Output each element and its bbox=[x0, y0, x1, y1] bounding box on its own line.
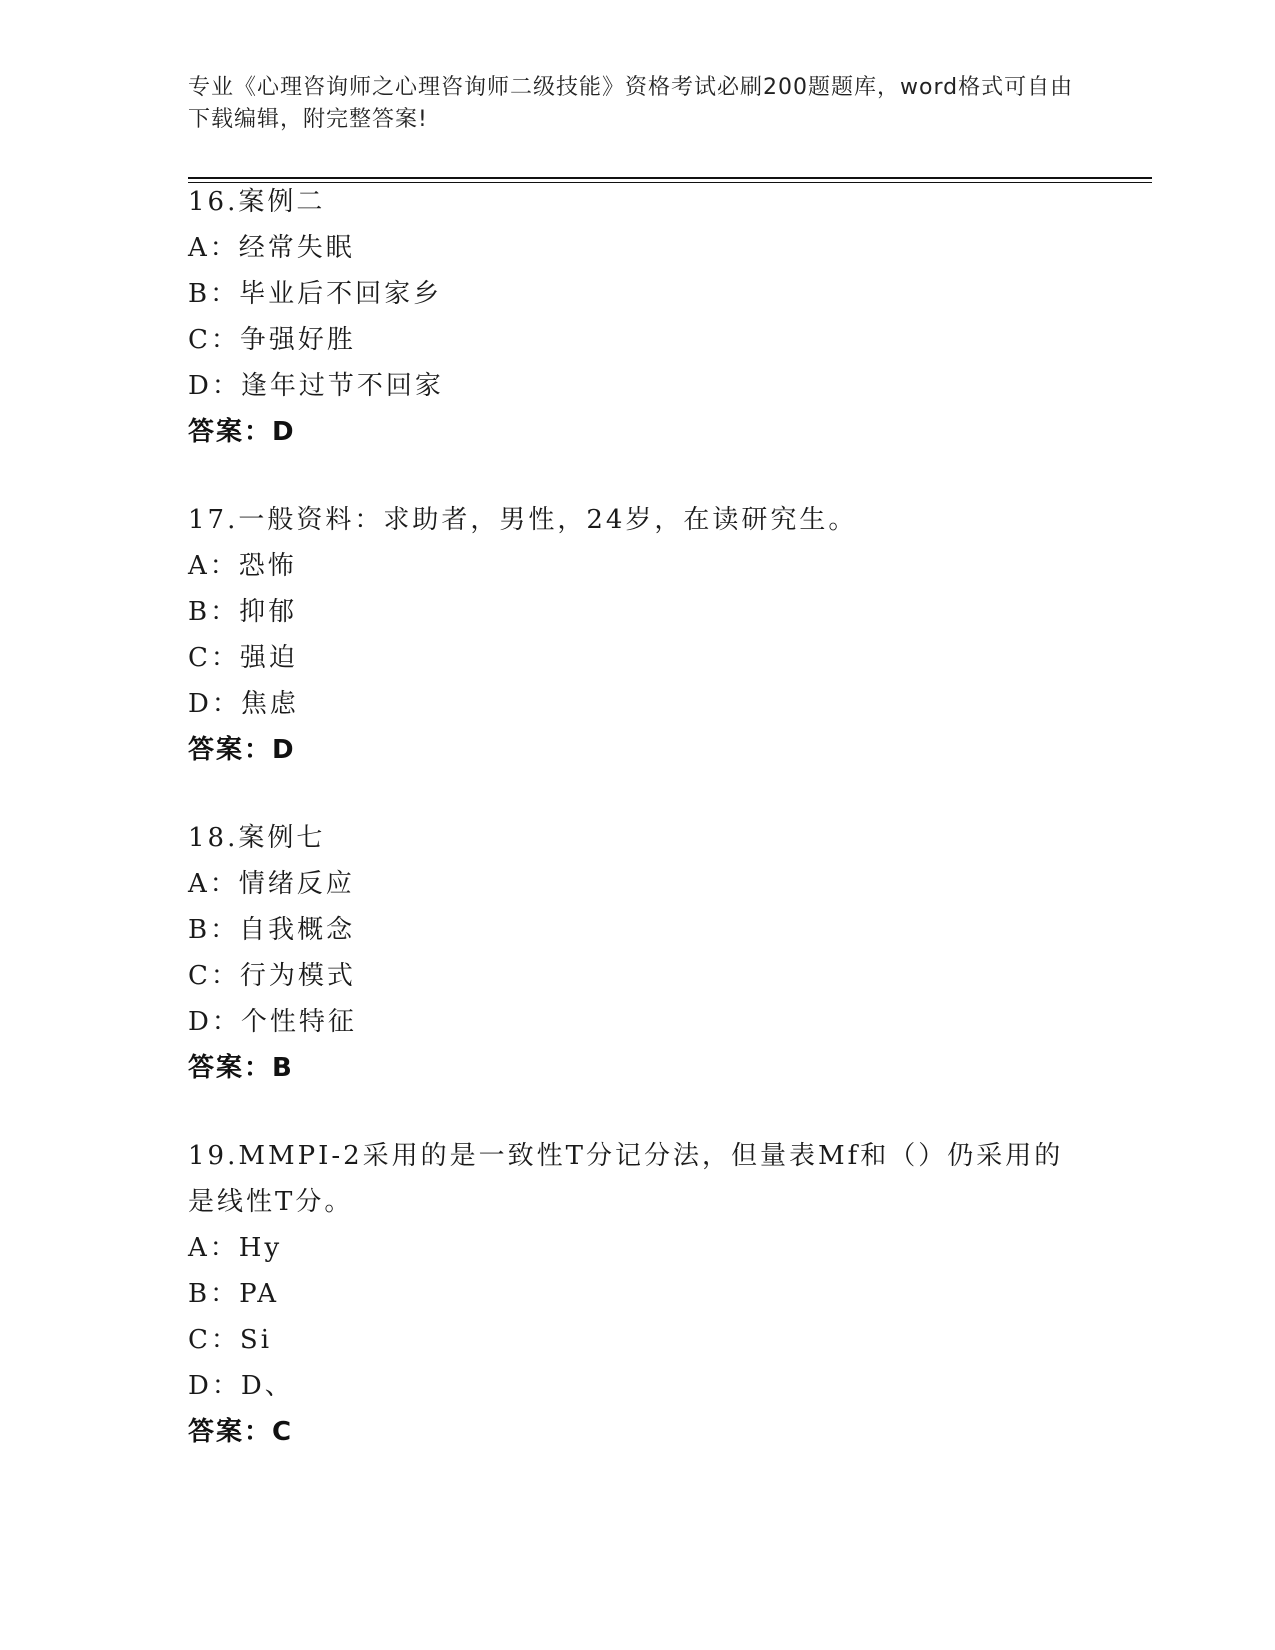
answer-value: D bbox=[272, 735, 296, 765]
answer-value: B bbox=[272, 1053, 294, 1083]
question-18 bbox=[188, 815, 1088, 1091]
option-c: C：Si bbox=[188, 1325, 273, 1355]
option-c: C：争强好胜 bbox=[188, 325, 356, 355]
answer-line: 答案：C bbox=[188, 1417, 294, 1447]
option-b: B：自我概念 bbox=[188, 915, 356, 945]
question-stem: 16.案例二 bbox=[188, 187, 326, 217]
answer-line: 答案：B bbox=[188, 1053, 294, 1083]
question-16 bbox=[188, 179, 1088, 455]
question-stem: 18.案例七 bbox=[188, 823, 326, 853]
option-d: D：个性特征 bbox=[188, 1007, 357, 1037]
header-intro: 专业《心理咨询师之心理咨询师二级技能》资格考试必刷200题题库，word格式可自由下载编辑，附完整答案! bbox=[188, 75, 1074, 132]
option-b: B：抑郁 bbox=[188, 597, 298, 627]
option-a: A：情绪反应 bbox=[188, 869, 355, 899]
answer-value: D bbox=[272, 417, 296, 447]
question-stem: 19.MMPI-2采用的是一致性T分记分法，但量表Mf和（）仍采用的是线性T分。 bbox=[188, 1141, 1064, 1217]
option-d: D：逢年过节不回家 bbox=[188, 371, 444, 401]
option-b: B：PA bbox=[188, 1279, 279, 1309]
option-c: C：强迫 bbox=[188, 643, 298, 673]
answer-value: C bbox=[272, 1417, 294, 1447]
option-d: D：焦虑 bbox=[188, 689, 299, 719]
option-a: A：恐怖 bbox=[188, 551, 297, 581]
option-a: A：经常失眠 bbox=[188, 233, 355, 263]
question-19 bbox=[188, 1133, 1068, 1455]
question-17 bbox=[188, 497, 1088, 773]
document-header bbox=[188, 72, 1078, 136]
option-a: A：Hy bbox=[188, 1233, 283, 1263]
question-stem: 17.一般资料：求助者，男性，24岁，在读研究生。 bbox=[188, 505, 858, 535]
option-c: C：行为模式 bbox=[188, 961, 356, 991]
option-b: B：毕业后不回家乡 bbox=[188, 279, 443, 309]
answer-line: 答案：D bbox=[188, 735, 296, 765]
answer-line: 答案：D bbox=[188, 417, 296, 447]
option-d: D：D、 bbox=[188, 1371, 294, 1401]
